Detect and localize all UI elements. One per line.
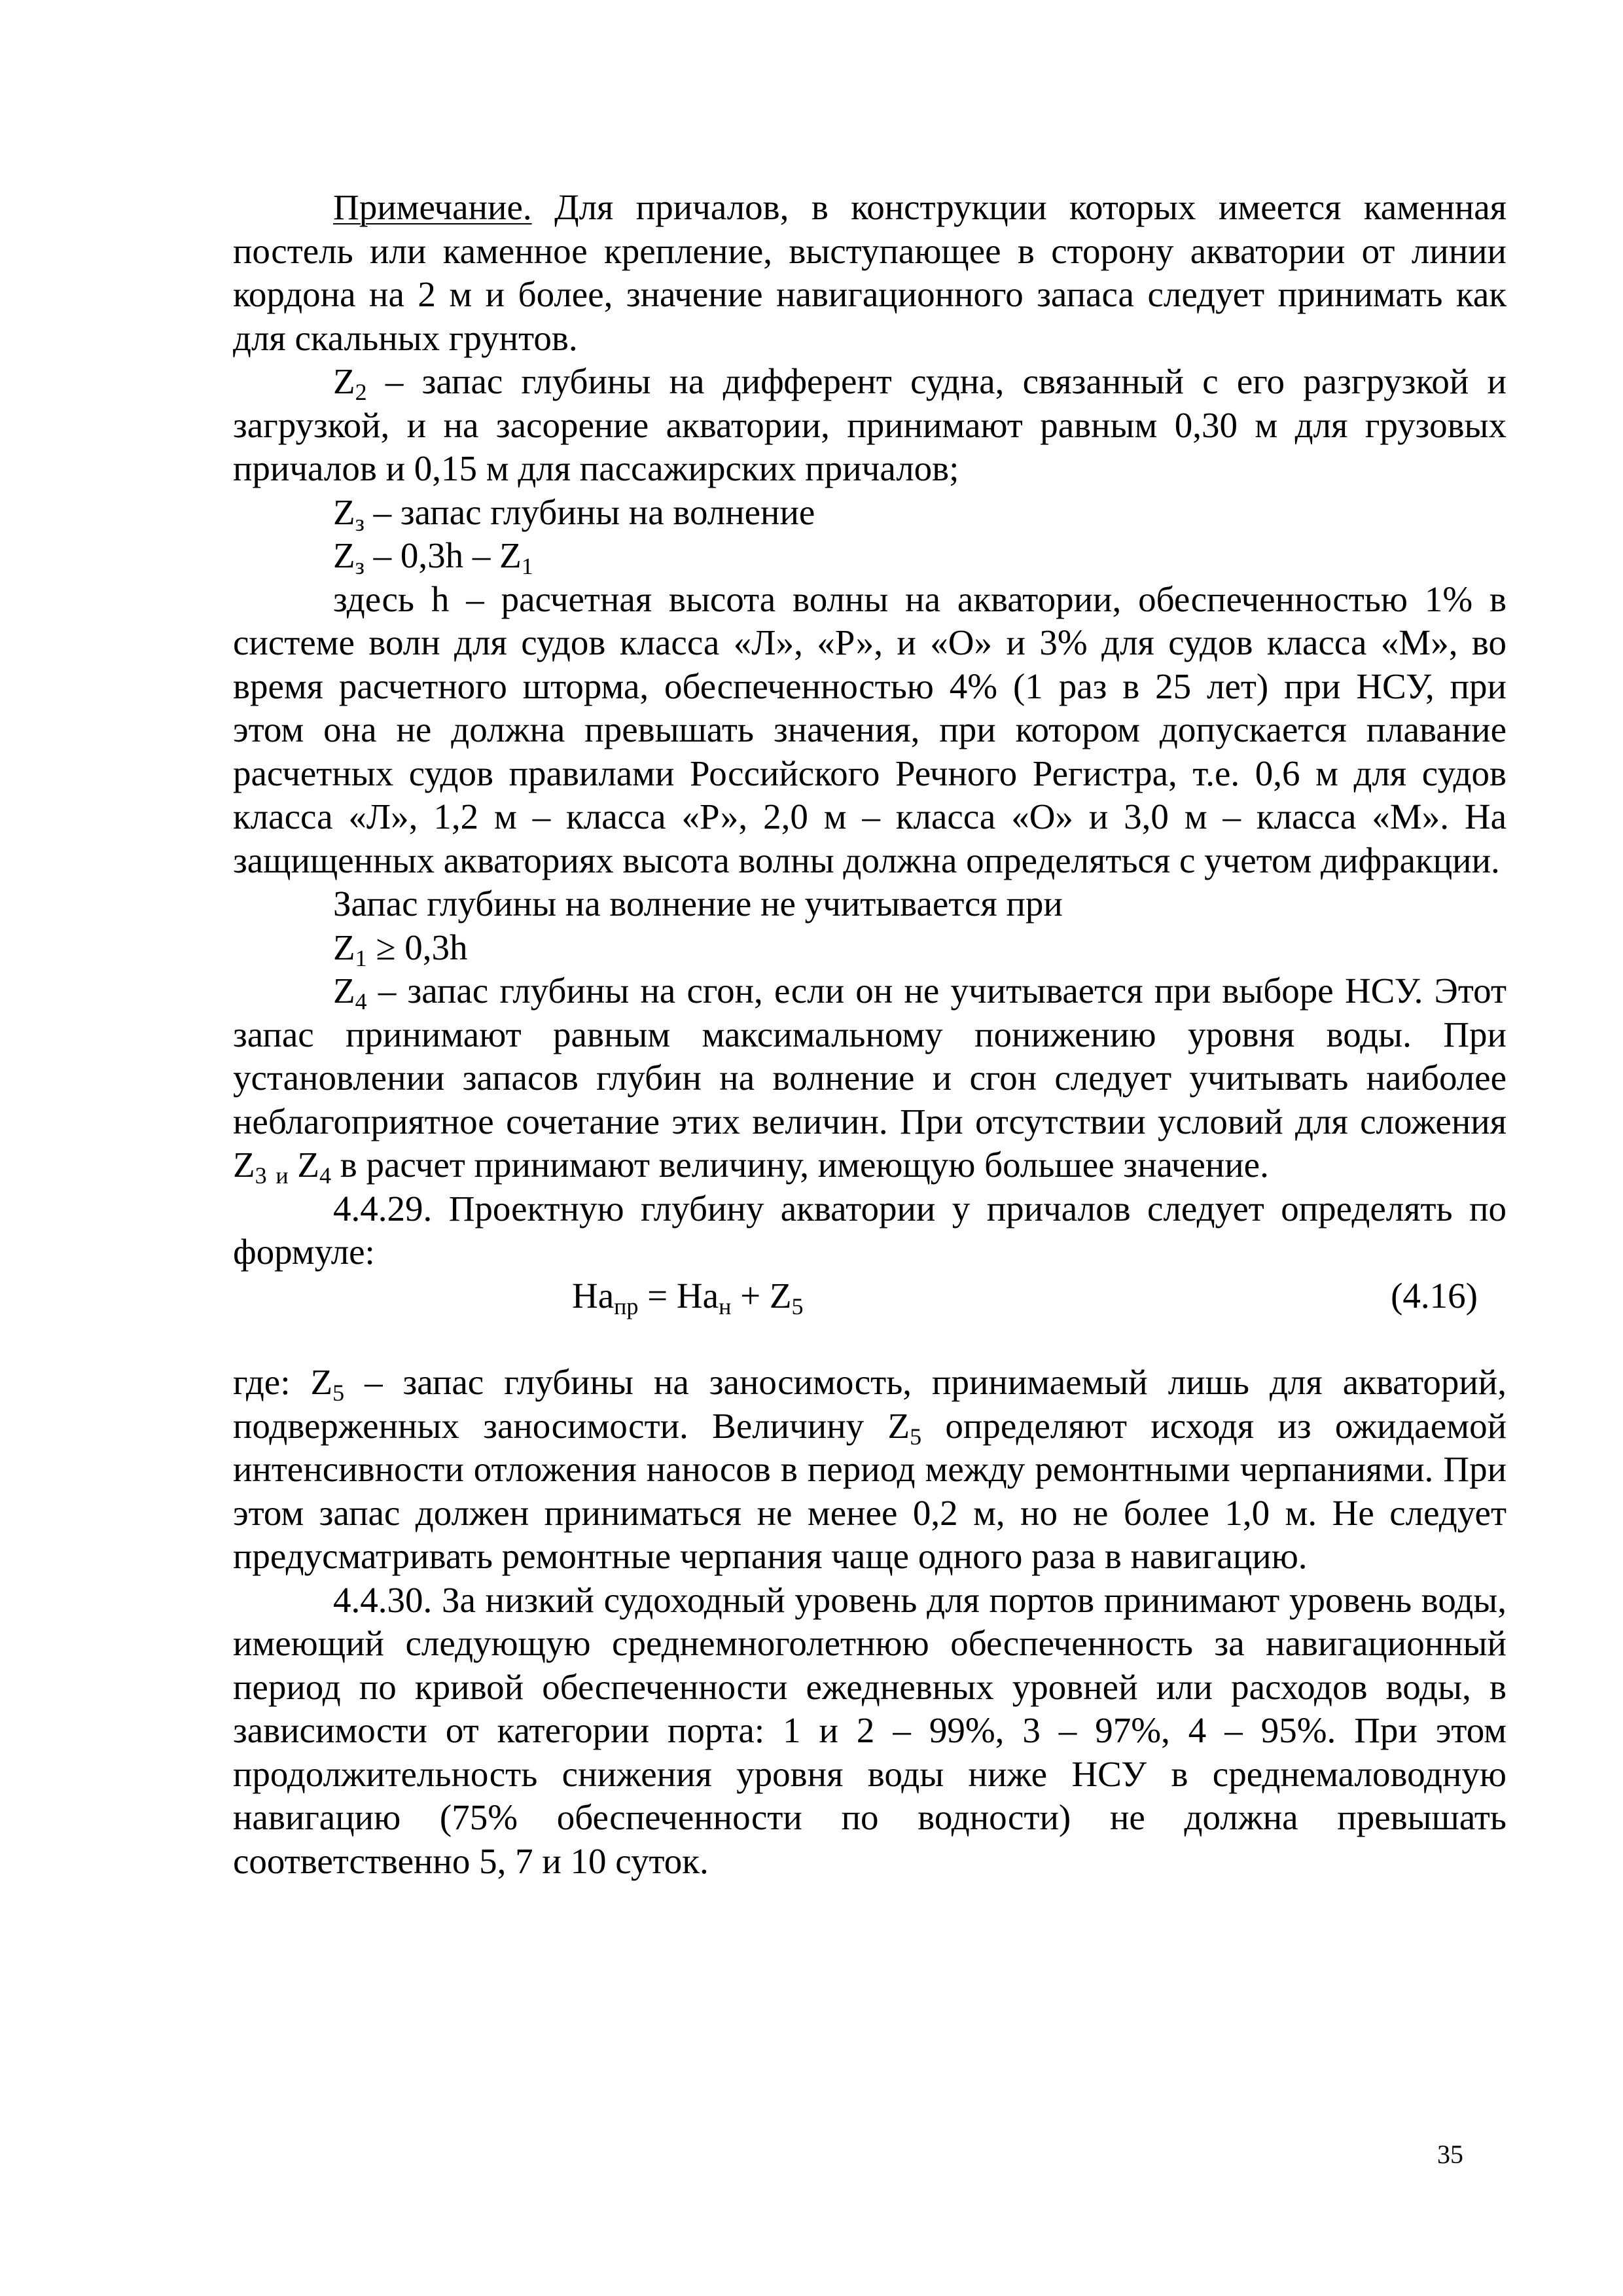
z5-text-1: – запас глубины на заносимость, принимаемый лишь для акваторий, подверженных заносимости. Величину Z — [233, 1362, 1507, 1446]
note-text: Для причалов, в конструкции которых имеется каменная постель или каменное крепление, выступающее в сторону акватории от линии кордона на 2 м и более, значение навигационного запаса следует принимать как для скальных грунтов. — [233, 187, 1507, 358]
z3-formula — [233, 534, 1507, 578]
z3-formula-mid: – 0,3h – Z — [364, 535, 522, 575]
formula-4-16 — [233, 1274, 1507, 1318]
z4-paragraph — [233, 969, 1507, 1187]
z5-subscript: 5 — [332, 1380, 345, 1406]
formula-eq: = Ha — [638, 1275, 719, 1316]
z4-text-1: – запас глубины на сгон, если он не учитывается при выборе НСУ. Этот запас принимают равным максимальному понижению уровня воды. При установлении запасов глубин на волнение и сгон следует учитывать наиболее неблагоприятное сочетание этих величин. При отсутствии условий для сложения Z — [233, 971, 1507, 1185]
formula-z-sub: 5 — [791, 1293, 804, 1319]
z3-formula-a: Z — [333, 535, 355, 575]
z1-subscript: 1 — [355, 944, 367, 971]
z4-symbol: Z — [333, 971, 355, 1011]
note-label: Примечание. — [333, 187, 532, 227]
formula-lhs-sub: пр — [614, 1293, 639, 1319]
wave-paragraph: здесь h – расчетная высота волны на акватории, обеспеченностью 1% в системе волн для судов класса «Л», «Р», и «О» и 3% для судов класса «М», во время расчетного шторма, обеспеченностью 4% (1 раз в 25 лет) при НСУ, при этом она не должна превышать значения, при котором допускается плавание расчетных судов правилами Российского Речного Регистра, т.е. 0,6 м для судов класса «Л», 1,2 м – класса «Р», 2,0 м – класса «О» и 3,0 м – класса «М». На защищенных акваториях высота волны должна определяться с учетом дифракции. — [233, 579, 1507, 880]
note-paragraph — [233, 186, 1507, 360]
z3-symbol: Z — [333, 492, 355, 532]
z4-text-2: в расчет принимают величину, имеющую большее значение. — [330, 1145, 1269, 1185]
z2-text: – запас глубины на дифферент судна, связанный с его разгрузкой и загрузкой, и на засорение акватории, принимают равным 0,30 м для грузовых причалов и 0,15 м для пассажирских причалов; — [233, 361, 1507, 488]
paragraph-4-4-29: 4.4.29. Проектную глубину акватории у причалов следует определять по формуле: — [233, 1188, 1507, 1272]
z1-condition — [233, 926, 1507, 970]
z4-subscript: 4 — [355, 988, 367, 1014]
z1-text: ≥ 0,3h — [366, 927, 468, 967]
z1-symbol: Z — [333, 927, 355, 967]
z5-text-2: определяют исходя из ожидаемой интенсивности отложения наносов в период между ремонтными черпаниями. При этом запас должен приниматься не менее 0,2 м, но не более 1,0 м. Не следует предусматривать ремонтные черпания чаще одного раза в навигацию. — [233, 1405, 1507, 1576]
z4-sub-4: 4 — [319, 1162, 331, 1189]
z2-paragraph — [233, 360, 1507, 491]
z3-formula-b-sub: 1 — [521, 553, 533, 579]
formula-plus: + Z — [731, 1275, 792, 1316]
z2-subscript: 2 — [355, 379, 367, 405]
z4-conj: и — [276, 1162, 289, 1189]
page-number: 35 — [1437, 2140, 1463, 2169]
z4-z4b: Z — [288, 1145, 319, 1185]
z3-definition — [233, 491, 1507, 535]
z3-formula-a-sub: з — [355, 553, 365, 579]
wave-not-counted: Запас глубины на волнение не учитывается при — [333, 884, 1063, 924]
body-text — [233, 186, 1507, 1883]
z5-lead: где: Z — [233, 1362, 333, 1402]
equation-number: (4.16) — [1391, 1275, 1478, 1316]
formula-spacer — [233, 1318, 1507, 1361]
z3-subscript: з — [355, 509, 365, 536]
z4-sub-3: 3 — [255, 1162, 267, 1189]
formula-lhs: Ha — [572, 1275, 615, 1316]
formula-rhs-sub: н — [719, 1293, 732, 1319]
z5-subscript-b: 5 — [910, 1423, 922, 1450]
formula-expression — [572, 1274, 803, 1318]
z5-paragraph — [233, 1361, 1507, 1579]
z2-symbol: Z — [333, 361, 355, 401]
z3-text: – запас глубины на волнение — [364, 492, 815, 532]
paragraph-4-4-30: 4.4.30. За низкий судоходный уровень для портов принимают уровень воды, имеющий следующую среднемноголетнюю обеспеченность за навигационный период по кривой обеспеченности ежедневных уровней или расходов воды, в зависимости от категории порта: 1 и 2 – 99%, 3 – 97%, 4 – 95%. При этом продолжительность снижения уровня воды ниже НСУ в среднемаловодную навигацию (75% обеспеченности по водности) не должна превышать соответственно 5, 7 и 10 суток. — [233, 1579, 1507, 1881]
